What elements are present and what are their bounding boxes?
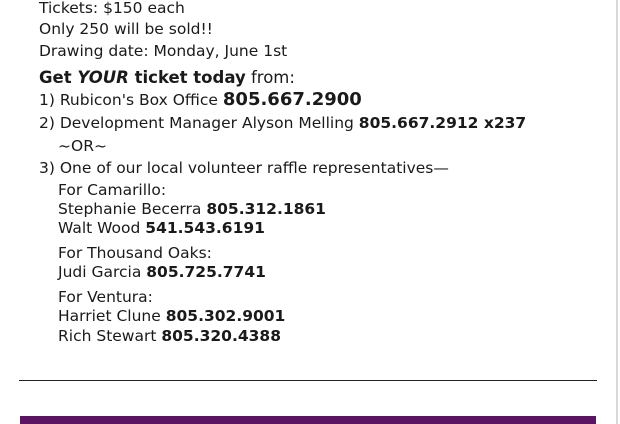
or-separator: ~OR~ (58, 137, 107, 155)
get-prefix: Get (39, 68, 78, 87)
contact-phone: 541.543.6191 (145, 219, 265, 237)
footer-color-bar (20, 416, 596, 424)
contact-phone: 805.302.9001 (165, 307, 286, 325)
reps-heading: 3) One of our local volunteer raffle representatives— (39, 159, 449, 177)
box-office-label: 1) Rubicon's Box Office (39, 91, 223, 109)
region-ventura-heading: For Ventura: (58, 288, 153, 306)
contact-name: Judi Garcia (58, 263, 147, 281)
dev-manager-phone: 805.667.2912 x237 (358, 114, 527, 132)
contact-phone: 805.725.7741 (146, 263, 266, 281)
drawing-date: Drawing date: Monday, June 1st (39, 42, 288, 60)
contact-row (58, 218, 265, 238)
dev-manager-line (39, 113, 526, 133)
horizontal-divider (19, 380, 597, 381)
contact-row (58, 326, 281, 346)
contact-row (58, 199, 326, 219)
contact-name: Rich Stewart (58, 327, 162, 345)
contact-row (58, 262, 266, 282)
contact-name: Harriet Clune (58, 307, 166, 325)
contact-phone: 805.320.4388 (161, 327, 281, 345)
get-suffix: from: (245, 68, 295, 87)
region-thousand-oaks-heading: For Thousand Oaks: (58, 244, 212, 262)
box-office-phone: 805.667.2900 (222, 89, 362, 110)
contact-name: Stephanie Becerra (58, 200, 207, 218)
contact-name: Walt Wood (58, 219, 146, 237)
get-your: YOUR (77, 68, 129, 87)
page-edge (616, 0, 618, 424)
tickets-price: Tickets: $150 each (39, 0, 185, 17)
dev-manager-label: 2) Development Manager Alyson Melling (39, 114, 359, 132)
box-office-line (39, 90, 362, 110)
region-camarillo-heading: For Camarillo: (58, 181, 167, 199)
contact-phone: 805.312.1861 (206, 200, 326, 218)
get-middle: ticket today (128, 68, 246, 87)
get-ticket-heading (39, 68, 295, 88)
tickets-limit: Only 250 will be sold!! (39, 20, 213, 38)
contact-row (58, 306, 285, 326)
